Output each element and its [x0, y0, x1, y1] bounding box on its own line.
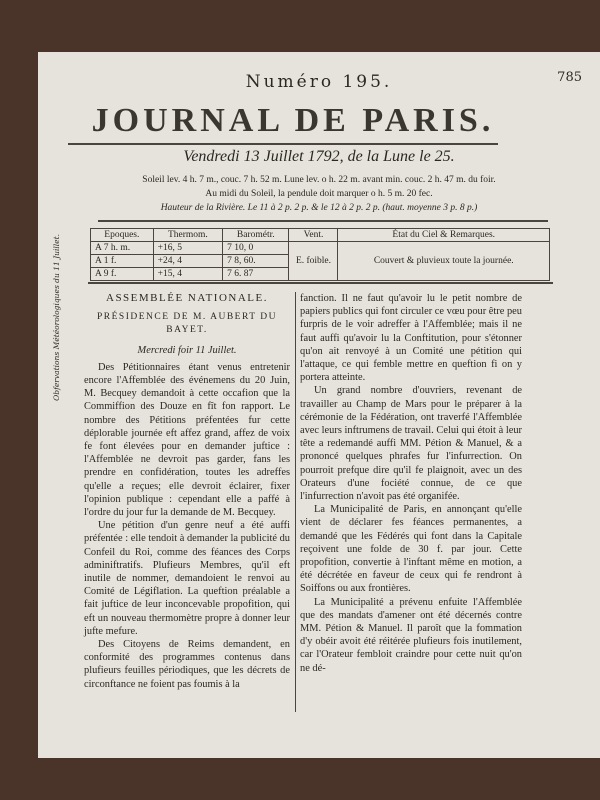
- col-epoques: Epoques.: [91, 229, 154, 242]
- session-date: Mercredi foir 11 Juillet.: [137, 344, 237, 356]
- cell: A 9 f.: [91, 268, 154, 281]
- cell: 7 8, 60.: [223, 255, 289, 268]
- paragraph: Un grand nombre d'ouvriers, revenant de travailler au Champ de Mars pour le préparer à la cérémonie de la Fédération, ont traverfé l'Affemblée avec leurs inftrumens de travail. Celui qui étoit à leur tête a redemandé auffi MM. Pétion & Manuel, & a prononcé quelques phrafes fur l'infurrection. On pourroit prefque dire qu'il fe plaignoit, avec un des Orateurs d'une fociété connue, de ce que l'infurrection n'avoit pas été organifée.: [300, 385, 522, 503]
- paragraph: fanction. Il ne faut qu'avoir lu le petit nombre de papiers publics qui font circuler ce vœu pour être peu furpris de le voir adreffer à l'Affemblée; mais il ne faut auffi qu'avoir lu la Conftitution, pour s'étonner qu'on ait renvoyé à un Comité une pétition qui l'attaque, ce qui femble mettre en queftion fi on y portera atteinte.: [300, 293, 522, 384]
- sun-moon-times: Soleil lev. 4 h. 7 m., couc. 7 h. 52 m. Lune lev. o h. 22 m. avant min. couc. 2 h. 47 m. du foir.: [142, 175, 496, 185]
- col-thermom: Thermom.: [153, 229, 222, 242]
- cell: A 1 f.: [91, 255, 154, 268]
- left-column: [84, 292, 290, 691]
- table-bottom-rule: [88, 282, 553, 284]
- section-heading: ASSEMBLÉE NATIONALE.: [106, 292, 268, 304]
- paragraph: Une pétition d'un genre neuf a été auffi préfentée : elle tendoit à demander la publicité du Confeil du Roi, comme des féances des Corps adminiftratifs. Plufieurs Membres, qu'il eft inutile de nommer, demandoient le renvoi au Comité de Légiflation. La queftion préalable a fait juftice de leur inconcevable propofition, qui eft un nouveau thermomètre propre à donner leur jufte mefure.: [84, 520, 290, 637]
- cell: A 7 h. m.: [91, 242, 154, 255]
- cell: +15, 4: [153, 268, 222, 281]
- newspaper-page: [38, 52, 600, 758]
- river-height: Hauteur de la Rivière. Le 11 à 2 p. 2 p. & le 12 à 2 p. 2 p. (haut. moyenne 3 p. 8 p.): [160, 203, 478, 213]
- table-row: [91, 242, 550, 255]
- col-etat: État du Ciel & Remarques.: [338, 229, 550, 242]
- table-rule: [98, 220, 548, 222]
- issue-number: Numéro 195.: [245, 72, 393, 92]
- issue-date: Vendredi 13 Juillet 1792, de la Lune le 25.: [183, 148, 455, 165]
- cell: 7 6. 87: [223, 268, 289, 281]
- page-number: 785: [557, 70, 582, 85]
- paragraph: Des Citoyens de Reims demandent, en conformité des programmes contenus dans plufieurs feuilles périodiques, que les décrets de circonftance ne foient pas foumis à la: [84, 639, 290, 690]
- cell: +24, 4: [153, 255, 222, 268]
- paragraph: Des Pétitionnaires étant venus entretenir encore l'Affemblée des événemens du 20 Juin, M. Becquey demandoit à cette occafion que la Commiffion des Douze en fît fon rapport. Le nombre des Pétitions préfentées fur cette déplorable journée eft affez grand, affez de voix fe font élevées pour en demander juftice : l'Affemblée ne devroit pas garder, fans les prendre en confidération, toutes les adreffes qu'elle a reçues; elle devroit éclairer, fixer l'opinion publique : cependant elle a paffé à l'ordre du jour fur la demande de M. Becquey.: [84, 361, 290, 519]
- masthead-title: JOURNAL DE PARIS.: [91, 102, 495, 139]
- col-vent: Vent.: [289, 229, 338, 242]
- paragraph: La Municipalité de Paris, en annonçant qu'elle vient de déclarer fes féances permanentes, a demandé que les Fédérés qui font dans la Capitale reçoivent une folde de 30 f. par jour. Cette propofition, convertie à l'inftant même en motion, a été décrétée en faveur de ceux qui fe rendront à Soiffons ou aux frontières.: [300, 504, 522, 595]
- weather-side-label: Obfervations Météorologiques du 11 Juillet.: [52, 234, 61, 401]
- masthead-rule: [68, 143, 498, 145]
- column-divider: [295, 292, 296, 712]
- cell: 7 10, 0: [223, 242, 289, 255]
- right-column: [300, 292, 522, 675]
- vent-cell: E. foible.: [289, 242, 338, 281]
- remarques-cell: Couvert & pluvieux toute la journée.: [338, 242, 550, 281]
- weather-table: [90, 228, 550, 281]
- presidence: PRÉSIDENCE DE M. AUBERT DU BAYET.: [97, 312, 277, 336]
- cell: +16, 5: [153, 242, 222, 255]
- noon-pendulum: Au midi du Soleil, la pendule doit marquer o h. 5 m. 20 fec.: [205, 189, 433, 199]
- col-baromet: Barométr.: [223, 229, 289, 242]
- paragraph: La Municipalité a prévenu enfuite l'Affemblée que des mandats d'amener ont été décernés contre MM. Pétion & Manuel. Il paroît que la fommation d'y obéir avoit été réitérée plufieurs fois inutilement, car l'Orateur fembloit craindre pour cette nuit qu'on ne dé-: [300, 596, 522, 674]
